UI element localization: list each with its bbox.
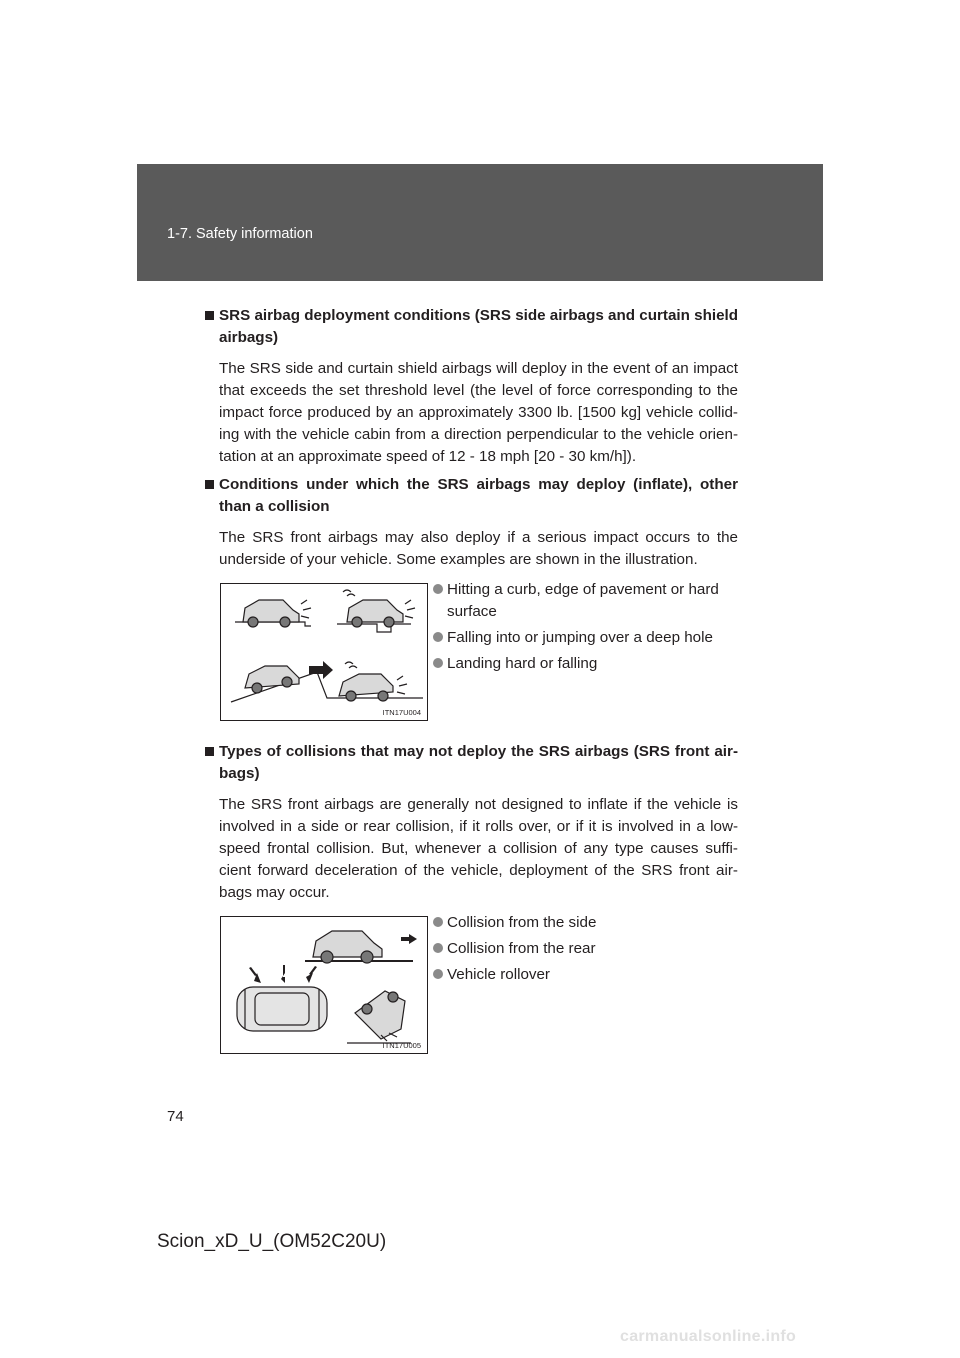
round-bullet-icon <box>433 658 443 668</box>
section-body: The SRS front airbags are generally not designed to inflate if the vehicle is involved in a side or rear collision, if it rolls over, or if it is involved in a low-speed frontal collision. But, whenever a collision of any type causes suffi-cient forward deceleration of the vehicle, deployment of the SRS front air-bags may occur. <box>219 796 738 901</box>
header-band <box>137 164 823 281</box>
collision-types-drawing <box>221 917 427 1053</box>
section-label: 1-7. Safety information <box>167 226 313 242</box>
round-bullet-icon <box>433 917 443 927</box>
section-body: The SRS side and curtain shield airbags will deploy in the event of an impact that exceeds the set threshold level (the level of force corresponding to the impact force produced by an approximately 3300 lb. [1500 kg] vehicle collid-ing with the vehicle cabin from a direction perpendicular to the vehicle orien-tation at an approximate speed of 12 - 18 mph [20 - 30 km/h]). <box>219 360 738 465</box>
figure-row <box>205 916 738 1056</box>
list-item: Vehicle rollover <box>433 964 738 986</box>
square-bullet-icon <box>205 480 214 489</box>
round-bullet-icon <box>433 969 443 979</box>
square-bullet-icon <box>205 747 214 756</box>
section-heading: SRS airbag deployment conditions (SRS side airbags and curtain shield airbags) <box>205 305 738 349</box>
section-no-deployment-collisions <box>205 741 738 1056</box>
section-heading: Conditions under which the SRS airbags may deploy (inflate), other than a collision <box>205 474 738 518</box>
round-bullet-icon <box>433 584 443 594</box>
figure-code: ITN17U004 <box>382 708 421 717</box>
section-heading: Types of collisions that may not deploy the SRS airbags (SRS front air-bags) <box>205 741 738 785</box>
section-body: The SRS front airbags may also deploy if a serious impact occurs to the underside of your vehicle. Some examples are shown in the illustration. <box>219 529 738 568</box>
list-item: Hitting a curb, edge of pavement or hard surface <box>433 579 738 623</box>
bullet-list <box>433 912 738 990</box>
round-bullet-icon <box>433 943 443 953</box>
list-item: Collision from the rear <box>433 938 738 960</box>
list-item: Falling into or jumping over a deep hole <box>433 627 738 649</box>
watermark: carmanualsonline.info <box>620 1328 797 1345</box>
round-bullet-icon <box>433 632 443 642</box>
section-side-curtain-deployment <box>205 305 738 468</box>
vehicle-impact-drawing <box>221 584 427 720</box>
figure-code: ITN17U005 <box>382 1041 421 1050</box>
page-number: 74 <box>167 1108 184 1125</box>
figure-row <box>205 583 738 723</box>
list-item: Landing hard or falling <box>433 653 738 675</box>
square-bullet-icon <box>205 311 214 320</box>
section-non-collision-deployment <box>205 474 738 723</box>
collision-types-illustration <box>220 916 428 1054</box>
document-id: Scion_xD_U_(OM52C20U) <box>157 1231 387 1252</box>
page-content <box>205 305 738 1074</box>
list-item: Collision from the side <box>433 912 738 934</box>
bullet-list <box>433 579 738 679</box>
vehicle-impact-illustration <box>220 583 428 721</box>
